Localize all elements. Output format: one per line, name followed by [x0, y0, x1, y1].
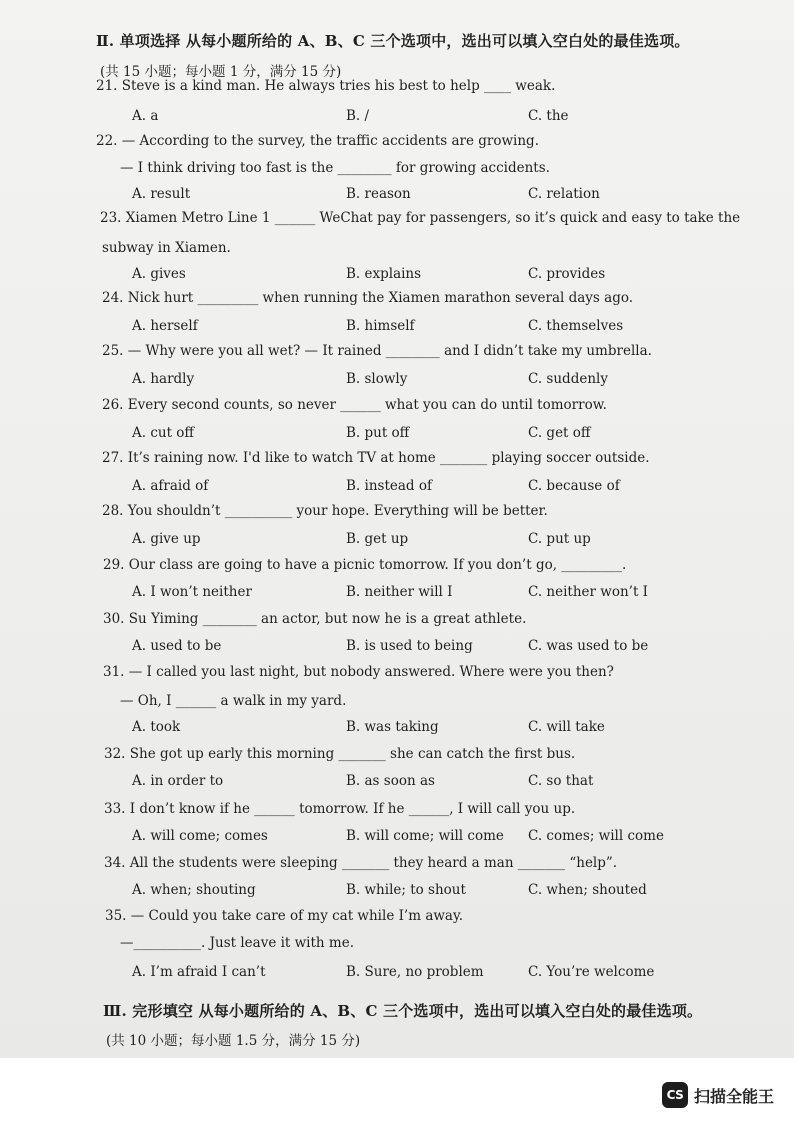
question-30-option-b: B. is used to being: [346, 638, 473, 654]
scanner-watermark: [662, 1082, 774, 1108]
camscanner-name: 扫描全能王: [693, 1086, 774, 1106]
question-35-option-a: A. I’m afraid I can’t: [132, 964, 266, 980]
question-35-text: 35. — Could you take care of my cat while I’m away.: [105, 908, 464, 924]
question-30-option-c: C. was used to be: [528, 638, 649, 654]
question-26-option-c: C. get off: [528, 425, 591, 441]
question-32-option-c: C. so that: [528, 773, 594, 789]
question-22-text: — I think driving too fast is the ________ for growing accidents.: [120, 160, 550, 176]
question-24-text: 24. Nick hurt _________ when running the Xiamen marathon several days ago.: [102, 290, 634, 306]
question-28-option-b: B. get up: [346, 531, 409, 547]
question-24-option-a: A. herself: [132, 318, 198, 334]
question-34-option-b: B. while; to shout: [346, 882, 466, 898]
question-25-option-c: C. suddenly: [528, 371, 608, 387]
question-25-option-b: B. slowly: [346, 371, 408, 387]
question-25-text: 25. — Why were you all wet? — It rained ________ and I didn’t take my umbrella.: [102, 343, 652, 359]
question-31-option-a: A. took: [132, 719, 181, 735]
question-27-text: 27. It’s raining now. I'd like to watch TV at home _______ playing soccer outside.: [102, 450, 650, 466]
question-32-option-b: B. as soon as: [346, 773, 435, 789]
question-35-text: —__________. Just leave it with me.: [120, 935, 354, 951]
question-23-option-a: A. gives: [132, 266, 186, 282]
question-23-text: 23. Xiamen Metro Line 1 ______ WeChat pay for passengers, so it’s quick and easy to take the: [100, 210, 741, 226]
question-23-option-c: C. provides: [528, 266, 606, 282]
question-33-option-b: B. will come; will come: [346, 828, 504, 844]
question-30-option-a: A. used to be: [132, 638, 222, 654]
question-22-option-b: B. reason: [346, 186, 411, 202]
question-33-text: 33. I don’t know if he ______ tomorrow. If he ______, I will call you up.: [104, 801, 576, 817]
question-29-text: 29. Our class are going to have a picnic tomorrow. If you don’t go, _________.: [103, 557, 627, 573]
question-22-text: 22. — According to the survey, the traffic accidents are growing.: [96, 133, 539, 149]
question-21-text: 21. Steve is a kind man. He always tries his best to help ____ weak.: [96, 78, 556, 94]
question-28-text: 28. You shouldn’t __________ your hope. Everything will be better.: [102, 503, 548, 519]
question-23-text: subway in Xiamen.: [102, 240, 231, 256]
question-34-option-a: A. when; shouting: [132, 882, 256, 898]
question-25-option-a: A. hardly: [132, 371, 195, 387]
question-22-option-c: C. relation: [528, 186, 600, 202]
question-27-option-a: A. afraid of: [132, 478, 209, 494]
question-28-option-a: A. give up: [132, 531, 201, 547]
question-33-option-c: C. comes; will come: [528, 828, 664, 844]
question-22-option-a: A. result: [132, 186, 191, 202]
question-35-option-b: B. Sure, no problem: [346, 964, 484, 980]
camscanner-logo-icon: CS: [662, 1082, 688, 1108]
question-27-option-c: C. because of: [528, 478, 620, 494]
question-27-option-b: B. instead of: [346, 478, 432, 494]
question-29-option-a: A. I won’t neither: [132, 584, 252, 600]
section-2-heading: Ⅱ. 单项选择 从每小题所给的 A、B、C 三个选项中，选出可以填入空白处的最佳选项。: [96, 32, 690, 50]
question-24-option-c: C. themselves: [528, 318, 624, 334]
question-26-option-b: B. put off: [346, 425, 410, 441]
question-24-option-b: B. himself: [346, 318, 415, 334]
question-34-text: 34. All the students were sleeping _______ they heard a man _______ “help”.: [104, 855, 618, 871]
section-3-heading: Ⅲ. 完形填空 从每小题所给的 A、B、C 三个选项中，选出可以填入空白处的最佳选项。: [103, 1002, 703, 1020]
question-35-option-c: C. You’re welcome: [528, 964, 655, 980]
question-30-text: 30. Su Yiming ________ an actor, but now he is a great athlete.: [103, 611, 527, 627]
question-28-option-c: C. put up: [528, 531, 591, 547]
question-23-option-b: B. explains: [346, 266, 422, 282]
question-21-option-c: C. the: [528, 108, 569, 124]
question-31-text: — Oh, I ______ a walk in my yard.: [120, 693, 347, 709]
question-32-option-a: A. in order to: [132, 773, 224, 789]
question-21-option-b: B. /: [346, 108, 370, 124]
question-33-option-a: A. will come; comes: [132, 828, 268, 844]
question-26-option-a: A. cut off: [132, 425, 195, 441]
question-31-option-b: B. was taking: [346, 719, 439, 735]
question-31-text: 31. — I called you last night, but nobody answered. Where were you then?: [103, 664, 614, 680]
question-31-option-c: C. will take: [528, 719, 605, 735]
question-32-text: 32. She got up early this morning _______ she can catch the first bus.: [104, 746, 576, 762]
question-26-text: 26. Every second counts, so never ______ what you can do until tomorrow.: [102, 397, 607, 413]
section-2-note: (共 15 小题；每小题 1 分，满分 15 分): [100, 64, 342, 80]
question-34-option-c: C. when; shouted: [528, 882, 647, 898]
question-21-option-a: A. a: [132, 108, 159, 124]
section-3-note: (共 10 小题；每小题 1.5 分，满分 15 分): [106, 1033, 361, 1049]
question-29-option-b: B. neither will I: [346, 584, 453, 600]
question-29-option-c: C. neither won’t I: [528, 584, 649, 600]
